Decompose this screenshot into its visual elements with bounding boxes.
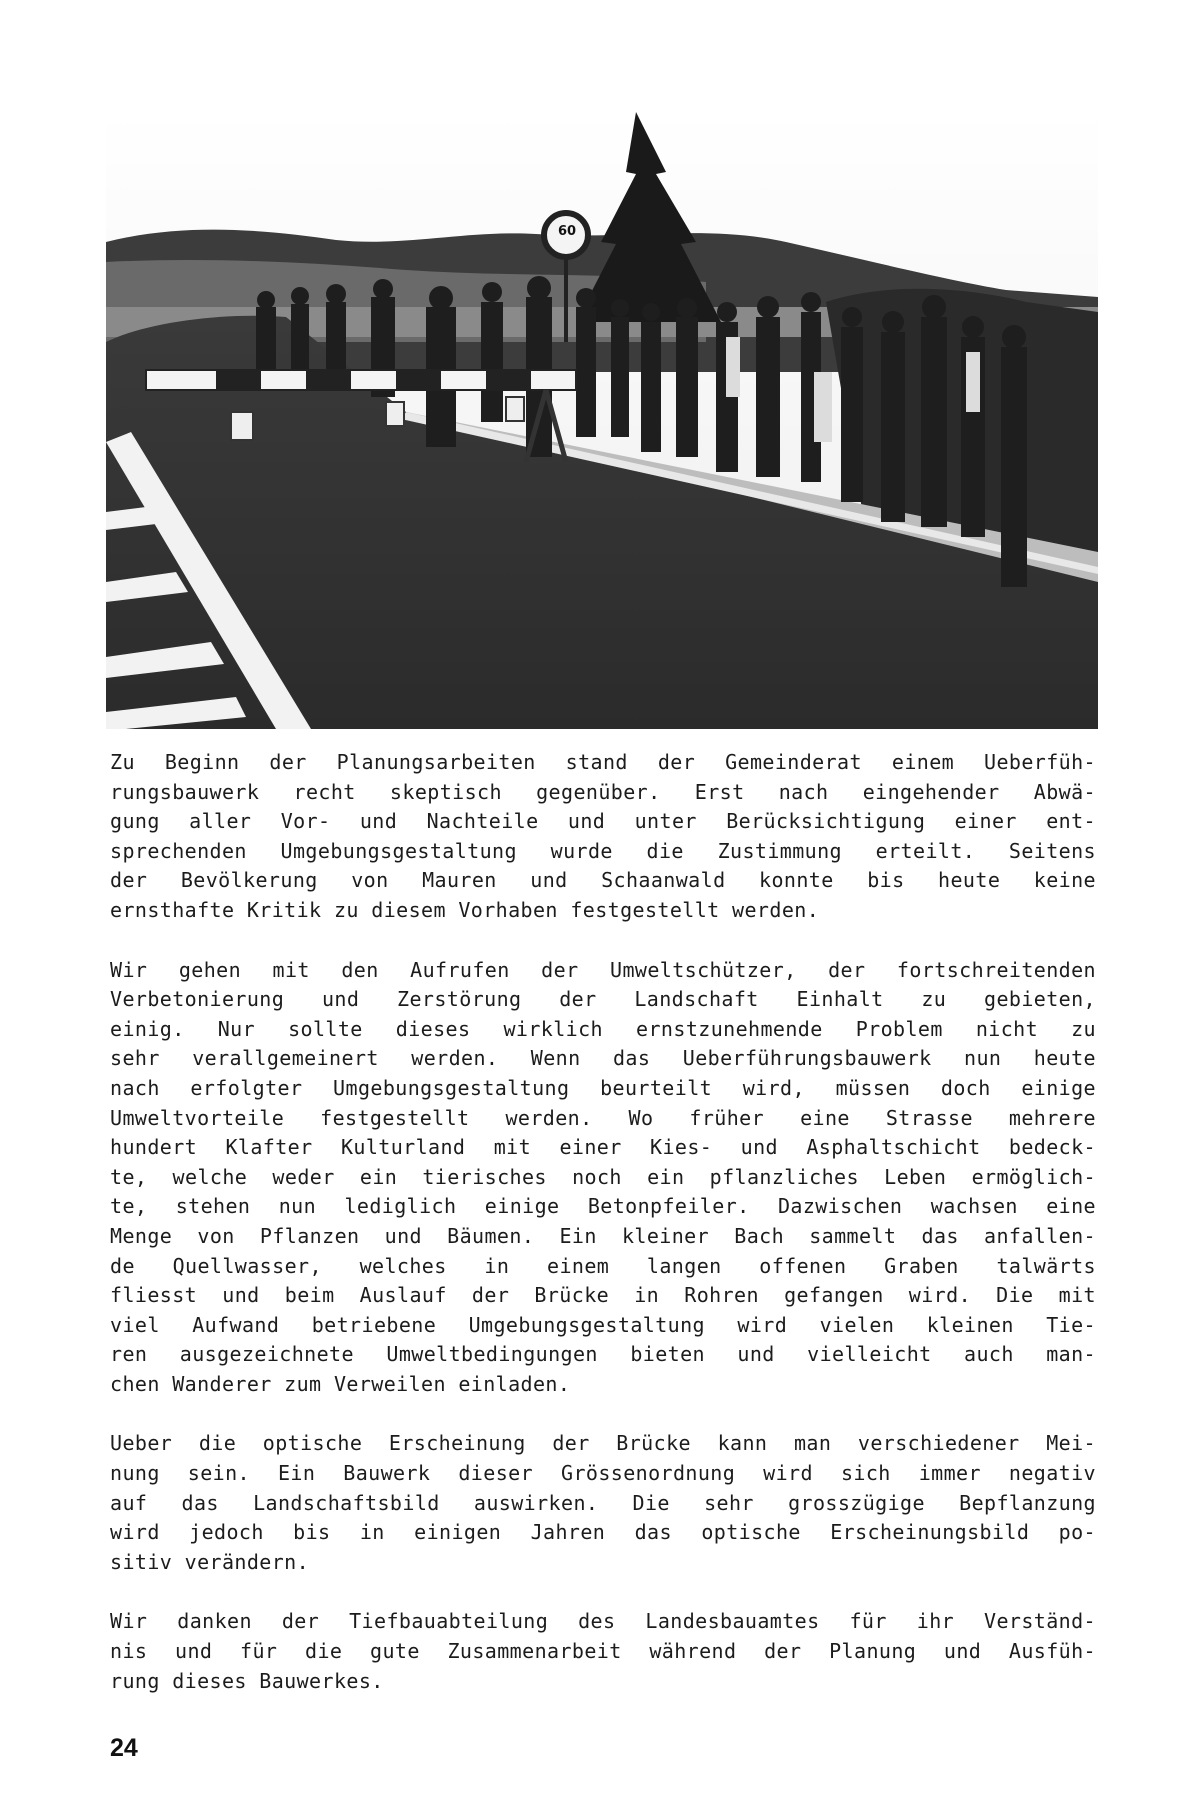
text-line: sitiv verändern. — [110, 1549, 310, 1574]
text-line: hundert Klafter Kulturland mit einer Kies- und Asphaltschicht bedeck- — [110, 1135, 1096, 1160]
text-line: ren ausgezeichnete Umweltbedingungen bieten und vielleicht auch man- — [110, 1342, 1096, 1367]
ribbon-cutting-photo — [106, 112, 1098, 729]
paragraph-4 — [110, 1607, 1096, 1696]
text-line: fliesst und beim Auslauf der Brücke in Rohren gefangen wird. Die mit — [110, 1283, 1096, 1308]
text-line: wird jedoch bis in einigen Jahren das optische Erscheinungsbild po- — [110, 1520, 1096, 1545]
text-line: nis und für die gute Zusammenarbeit während der Planung und Ausfüh- — [110, 1639, 1096, 1664]
text-line: rung dieses Bauwerkes. — [110, 1668, 384, 1693]
text-line: nung sein. Ein Bauwerk dieser Grössenordnung wird sich immer negativ — [110, 1461, 1096, 1486]
text-line: Verbetonierung und Zerstörung der Landschaft Einhalt zu gebieten, — [110, 987, 1096, 1012]
text-line: Ueber die optische Erscheinung der Brücke kann man verschiedener Mei- — [110, 1431, 1096, 1456]
paragraph-2 — [110, 956, 1096, 1400]
text-line: gung aller Vor- und Nachteile und unter Berücksichtigung einer ent- — [110, 809, 1096, 834]
paragraph-3 — [110, 1429, 1096, 1577]
text-line: Wir gehen mit den Aufrufen der Umweltschützer, der fortschreitenden — [110, 957, 1096, 982]
text-line: viel Aufwand betriebene Umgebungsgestaltung wird vielen kleinen Tie- — [110, 1312, 1096, 1337]
text-line: Wir danken der Tiefbauabteilung des Landesbauamtes für ihr Verständ- — [110, 1609, 1096, 1634]
paragraph-1 — [110, 748, 1096, 926]
text-line: sprechenden Umgebungsgestaltung wurde die Zustimmung erteilt. Seitens — [110, 838, 1096, 863]
text-line: Zu Beginn der Planungsarbeiten stand der Gemeinderat einem Ueberfüh- — [110, 750, 1096, 774]
speed-limit-sign: 60 — [557, 224, 577, 239]
text-line: de Quellwasser, welches in einem langen offenen Graben talwärts — [110, 1253, 1096, 1278]
text-line: einig. Nur sollte dieses wirklich ernstzunehmende Problem nicht zu — [110, 1016, 1096, 1041]
body-text — [110, 748, 1096, 1726]
text-line: der Bevölkerung von Mauren und Schaanwald konnte bis heute keine — [110, 868, 1096, 893]
text-line: chen Wanderer zum Verweilen einladen. — [110, 1371, 571, 1396]
photo-illustration — [106, 112, 1098, 729]
text-line: Menge von Pflanzen und Bäumen. Ein kleiner Bach sammelt das anfallen- — [110, 1223, 1096, 1248]
text-line: te, welche weder ein tierisches noch ein pflanzliches Leben ermöglich- — [110, 1164, 1096, 1189]
page-number: 24 — [110, 1734, 138, 1762]
text-line: ernsthafte Kritik zu diesem Vorhaben festgestellt werden. — [110, 897, 820, 922]
text-line: rungsbauwerk recht skeptisch gegenüber. Erst nach eingehender Abwä- — [110, 779, 1096, 804]
text-line: auf das Landschaftsbild auswirken. Die sehr grosszügige Bepflanzung — [110, 1490, 1096, 1515]
text-line: nach erfolgter Umgebungsgestaltung beurteilt wird, müssen doch einige — [110, 1075, 1096, 1100]
text-line: te, stehen nun lediglich einige Betonpfeiler. Dazwischen wachsen eine — [110, 1194, 1096, 1219]
text-line: sehr verallgemeinert werden. Wenn das Ueberführungsbauwerk nun heute — [110, 1046, 1096, 1071]
text-line: Umweltvorteile festgestellt werden. Wo früher eine Strasse mehrere — [110, 1105, 1096, 1130]
